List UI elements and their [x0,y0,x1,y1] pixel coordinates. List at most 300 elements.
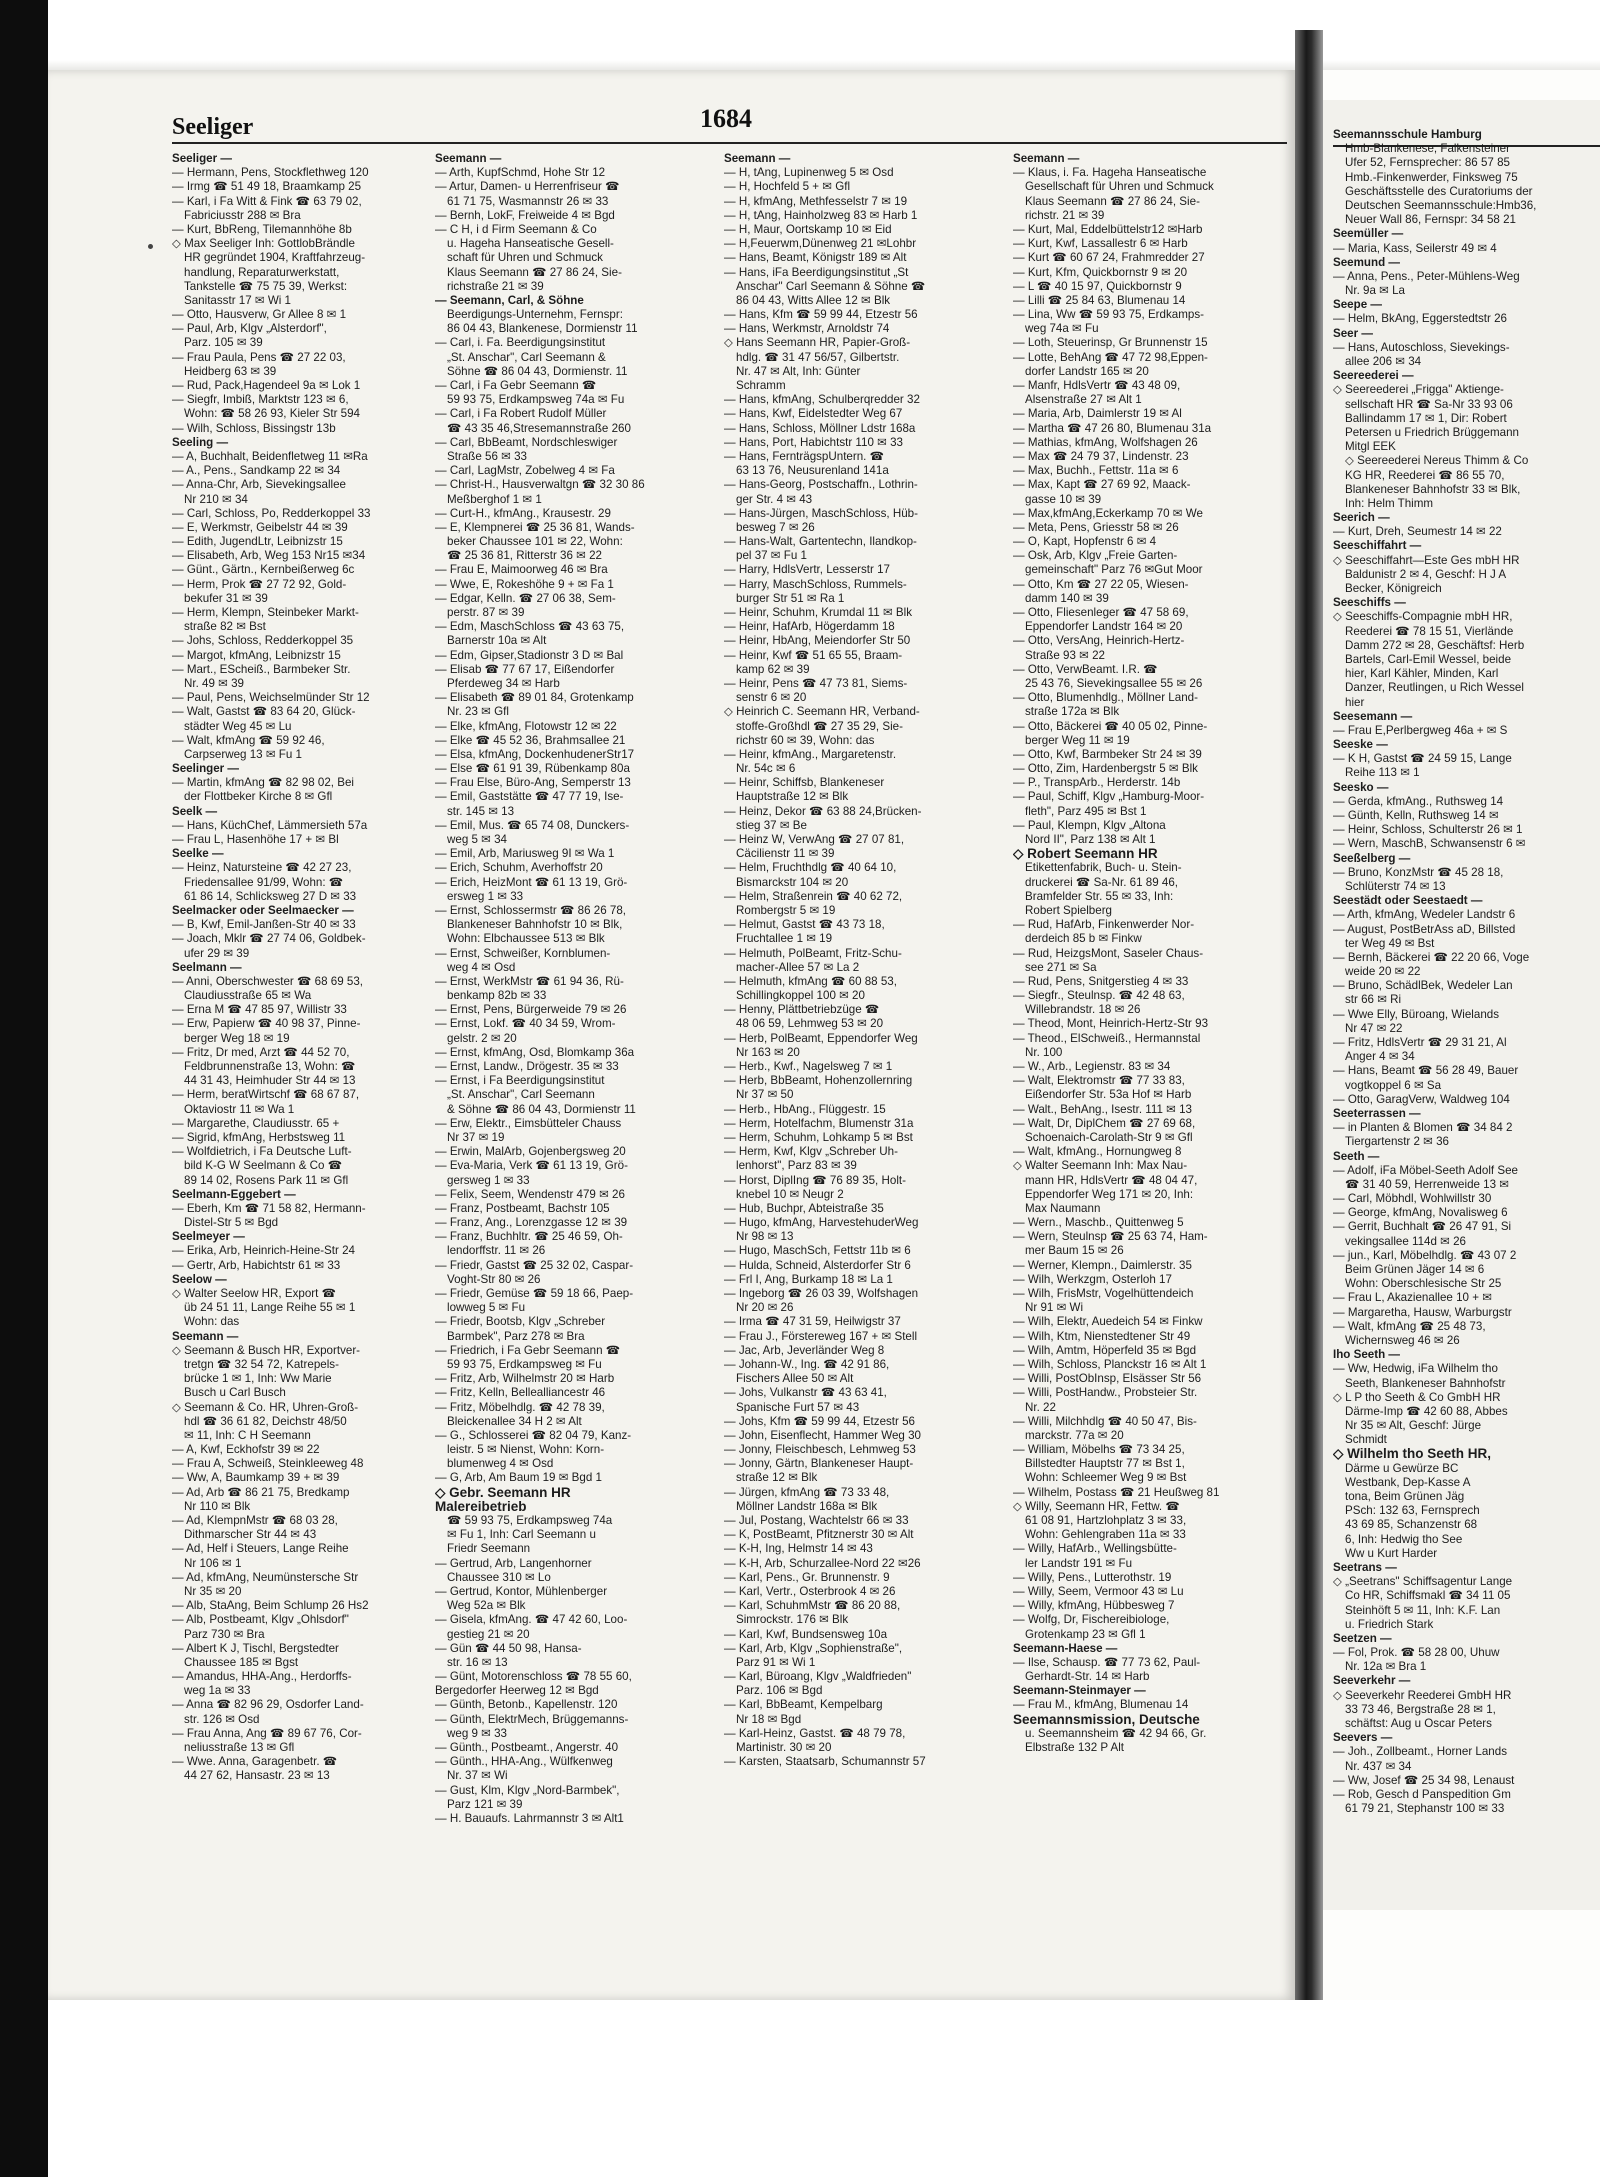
directory-entry: — Hans, Kfm ☎ 59 99 44, Etzestr 56 [724,308,918,322]
directory-entry: — Otto, Fliesenleger ☎ 47 58 69, [1013,606,1189,619]
directory-heading: Seestädt oder Seestaedt — [1333,894,1483,908]
directory-entry: Bergedorfer Heerweg 12 ✉ Bgd [435,1684,599,1698]
directory-entry: Därme u Gewürze BC [1345,1461,1459,1475]
directory-entry: — Hans, Werkmstr, Arnoldstr 74 [724,322,890,336]
directory-entry: 48 06 59, Lehmweg 53 ✉ 20 [736,1017,884,1031]
directory-entry: — Frau L, Akazienallee 10 + ✉ [1333,1291,1492,1305]
directory-entry: — Hans, Kwf, Eidelstedter Weg 67 [724,407,903,421]
directory-entry: — Emil, Gaststätte ☎ 47 77 19, Ise- [435,790,624,804]
directory-entry: — Frau Anna, Ang ☎ 89 67 76, Cor- [172,1726,362,1740]
directory-entry: ◇ Seeschiffs-Compagnie mbH HR, [1333,610,1513,624]
directory-entry: ☎ 25 36 81, Ritterstr 36 ✉ 22 [447,549,602,563]
directory-entry: — Heinr, Schloss, Schulterstr 26 ✉ 1 [1333,823,1523,837]
margin-dot [148,244,153,249]
directory-entry: — Ww, Hedwig, iFa Wilhelm tho [1333,1362,1498,1376]
directory-entry: Bleickenallee 34 H 2 ✉ Alt [447,1414,582,1428]
directory-entry: Nr. 12a ✉ Bra 1 [1345,1660,1427,1674]
directory-entry: — Erika, Arb, Heinrich-Heine-Str 24 [172,1244,355,1258]
directory-entry: — Günth., Postbeamt., Angerstr. 40 [435,1741,619,1754]
directory-entry: str. 16 ✉ 13 [447,1655,508,1669]
directory-entry: schäftst: Aug u Oscar Peters [1345,1717,1492,1730]
directory-entry: — Amandus, HHA-Ang., Herdorffs- [172,1670,352,1684]
directory-entry: Nr. 100 [1025,1045,1063,1059]
directory-heading: Seeschiffahrt — [1333,539,1422,553]
directory-entry: — E, Werkmstr, Geibelstr 44 ✉ 39 [172,520,348,534]
directory-heading: Seelmann-Eggebert — [172,1187,296,1201]
directory-entry: Anger 4 ✉ 34 [1345,1050,1415,1064]
directory-entry: leistr. 5 ✉ Nienst, Wohn: Korn- [447,1443,605,1457]
directory-entry: dorfer Landstr 165 ✉ 20 [1025,364,1149,378]
directory-entry: — Ernst, Landw., Drögestr. 35 ✉ 33 [435,1060,619,1073]
directory-entry: — Arth, kfmAng, Wedeler Landstr 6 [1333,908,1516,922]
directory-entry: — Herm, beratWirtschf ☎ 68 67 87, [172,1088,360,1102]
directory-entry: Hmb.-Finkenwerder, Finksweg 75 [1345,170,1518,184]
directory-entry: — Hans-Georg, Postschaffn., Lothrin- [724,478,918,492]
directory-entry: — Willy, kfmAng, Hübbesweg 7 [1013,1599,1175,1613]
directory-entry: weg 4 ✉ Osd [447,960,516,974]
directory-entry: — Wwe, E, Rokeshöhe 9 + ✉ Fa 1 [435,577,614,591]
directory-entry: Carpserweg 13 ✉ Fu 1 [184,747,302,761]
directory-entry: — Ad, kfmAng, Neumünstersche Str [172,1570,359,1584]
scan-dark-edge [0,0,48,2177]
directory-entry: brücke 1 ✉ 1, Inh: Ww Marie [184,1372,332,1386]
directory-entry: Wohn: Oberschlesische Str 25 [1345,1277,1502,1291]
directory-entry: Nr 47 ✉ 22 [1345,1021,1403,1035]
directory-entry: ◇ Walter Seelow HR, Export ☎ [172,1287,337,1300]
directory-heading: Seereederei — [1333,369,1414,383]
directory-entry: — Hans, KüchChef, Lämmersieth 57a [172,818,368,832]
directory-entry: üb 24 51 11, Lange Reihe 55 ✉ 1 [184,1301,356,1315]
directory-entry: Bartels, Carl-Emil Wessel, beide [1345,652,1512,666]
directory-entry: Willebrandstr. 18 ✉ 26 [1025,1003,1141,1017]
directory-entry: str. 145 ✉ 13 [447,804,515,818]
directory-entry: & Söhne ☎ 86 04 43, Dormienstr 11 [447,1102,636,1116]
directory-entry: weg 1a ✉ 33 [184,1684,251,1698]
directory-entry: 61 08 91, Hartzlohplatz 3 ✉ 33, [1025,1514,1187,1527]
directory-entry: — Herb., HbAng., Flüggestr. 15 [724,1102,886,1116]
directory-entry: — P., TranspArb., Herderstr. 14b [1013,776,1181,790]
directory-entry: — H. Bauaufs. Lahrmannstr 3 ✉ Alt1 [435,1811,624,1825]
directory-entry: hier [1345,695,1365,709]
directory-heading: Seeske — [1333,738,1388,752]
directory-entry: stieg 37 ✉ Be [736,818,807,832]
directory-entry: — Herb., Kwf., Nagelsweg 7 ✉ 1 [724,1060,893,1073]
directory-entry: druckerei ☎ Sa-Nr. 61 89 46, [1025,875,1178,889]
book-spine [1295,30,1323,2030]
directory-entry: lenhorst", Parz 83 ✉ 39 [736,1159,857,1173]
directory-entry: — Frau Else, Büro-Ang, Semperstr 13 [435,776,631,790]
directory-entry: Möllner Landstr 168a ✉ Blk [736,1499,878,1513]
directory-entry: str. 126 ✉ Osd [184,1712,260,1726]
directory-entry: — Siegfr., Steulnsp. ☎ 42 48 63, [1013,989,1185,1003]
directory-entry: richstr 60 ✉ 39, Wohn: das [736,733,875,747]
directory-entry: — K-H, Arb, Schurzallee-Nord 22 ✉26 [724,1556,921,1570]
directory-entry: — Willy, Pens., Lutterothstr. 19 [1013,1570,1172,1584]
directory-entry: Schmidt [1345,1433,1387,1447]
directory-entry: Eppendorfer Weg 171 ✉ 20, Inh: [1025,1187,1194,1201]
directory-entry: — Margaretha, Hausw, Warburgstr [1333,1305,1512,1319]
directory-entry: HR gegründet 1904, Kraftfahrzeug- [184,251,366,265]
directory-entry: kamp 62 ✉ 39 [736,662,810,676]
directory-entry: — Edgar, Kelln. ☎ 27 06 38, Sem- [435,591,616,605]
directory-entry: lendorffstr. 11 ✉ 26 [447,1244,546,1258]
directory-entry: — Margot, kfmAng, Leibnizstr 15 [172,648,341,662]
directory-entry: — Heinz W, VerwAng ☎ 27 07 81, [724,833,905,846]
directory-entry: — K-H, Ing, Helmstr 14 ✉ 43 [724,1542,873,1556]
directory-entry: — Heinr, Schuhm, Krumdal 11 ✉ Blk [724,606,912,619]
directory-entry: — Otto, Kwf, Barmbeker Str 24 ✉ 39 [1013,747,1202,761]
directory-entry: — Bernh, LokF, Freiweide 4 ✉ Bgd [435,208,615,222]
directory-entry: — Erw, Elektr., Eimsbütteler Chauss [435,1116,622,1130]
directory-column-5 [1333,128,1600,1888]
directory-entry: Schramm [736,379,786,392]
directory-entry: — Max ☎ 24 79 37, Lindenstr. 23 [1013,449,1189,463]
directory-entry: Gesellschaft für Uhren und Schmuck [1025,180,1214,194]
directory-entry: — Elisabeth ☎ 89 01 84, Grotenkamp [435,691,634,705]
directory-entry: — O, Kapt, Hopfenstr 6 ✉ 4 [1013,535,1157,549]
directory-entry: — Lina, Ww ☎ 59 93 75, Erdkamps- [1013,308,1204,322]
directory-entry: — Walt, kfmAng ☎ 59 92 46, [172,733,325,747]
directory-heading: Seelmann — [172,960,242,974]
directory-entry: Nr 98 ✉ 13 [736,1230,794,1244]
directory-entry: — Frau J., Förstereweg 167 + ✉ Stell [724,1329,918,1343]
directory-entry: ger Str. 4 ✉ 43 [736,492,813,506]
directory-heading: Seemann — [1013,152,1080,165]
directory-entry: Nr 35 ✉ 20 [184,1584,242,1598]
directory-entry: gelstr. 2 ✉ 20 [447,1031,517,1045]
directory-entry: — Edith, JugendLtr, Leibnizstr 15 [172,535,343,549]
directory-entry: — Ernst, i Fa Beerdigungsinstitut [435,1074,605,1088]
directory-entry: — Karl, Arb, Klgv „Sophienstraße", [724,1641,903,1655]
directory-entry: Straße 56 ✉ 33 [447,449,527,463]
directory-entry: — Wilh, FrisMstr, Vogelhüttendeich [1013,1287,1194,1300]
directory-entry: — Ilse, Schausp. ☎ 77 73 62, Paul- [1013,1655,1201,1669]
directory-entry: — Karl-Heinz, Gastst. ☎ 48 79 78, [724,1726,906,1740]
directory-entry: — Wilhelm, Postass ☎ 21 Heußweg 81 [1013,1485,1220,1499]
directory-entry: — Heinz, Dekor ☎ 63 88 24,Brücken- [724,804,922,818]
directory-entry: — Fritz, Kelln, Bellealliancestr 46 [435,1386,606,1400]
directory-entry: Wohn: Gehlengraben 11a ✉ 33 [1025,1528,1186,1542]
directory-entry: — Albert K J, Tischl, Bergstedter [172,1641,339,1655]
directory-entry: — George, kfmAng, Novalisweg 6 [1333,1206,1508,1220]
directory-entry: — Rud, HafArb, Finkenwerder Nor- [1013,918,1195,932]
directory-entry: — Mathias, kfmAng, Wolfshagen 26 [1013,435,1198,449]
directory-entry: — Walt, Elektromstr ☎ 77 33 83, [1013,1074,1185,1088]
directory-entry: ◇ Walter Seemann Inh: Max Nau- [1013,1159,1188,1173]
directory-entry: — Otto, Km ☎ 27 22 05, Wiesen- [1013,577,1189,591]
directory-entry: ◇ „Seetrans" Schiffsagentur Lange [1333,1575,1513,1589]
directory-entry: — Artur, Damen- u Herrenfriseur ☎ [435,180,620,194]
directory-entry: — Herb, BbBeamt, Hohenzollernring [724,1074,913,1088]
directory-entry: ☎ 43 35 46,Stresemannstraße 260 [447,421,631,435]
directory-heading: Iho Seeth — [1333,1348,1400,1362]
directory-entry: — Jul, Postang, Wachtelstr 66 ✉ 33 [724,1514,909,1527]
directory-entry: ter Weg 49 ✉ Bst [1345,936,1435,950]
directory-entry: Nr. 23 ✉ Gfl [447,705,509,719]
running-header: Seeliger [172,114,254,140]
directory-entry: Nord II", Parz 138 ✉ Alt 1 [1025,833,1156,846]
directory-heading: Seemann — [724,152,791,165]
directory-entry: fleth", Parz 495 ✉ Bst 1 [1025,804,1147,818]
directory-entry: burger Str 51 ✉ Ra 1 [736,591,845,605]
directory-entry: ◇ Seereederei „Frigga" Aktienge- [1333,383,1504,397]
directory-entry: — Hub, Buchpr, Abteistraße 35 [724,1201,884,1215]
directory-heading: ◇ Robert Seemann HR [1013,847,1158,862]
directory-entry: ◇ Seeverkehr Reederei GmbH HR [1333,1688,1512,1702]
directory-entry: — Johs, Vulkanstr ☎ 43 63 41, [724,1386,887,1400]
directory-entry: — Anna ☎ 82 96 29, Osdorfer Land- [172,1698,364,1712]
directory-entry: — Hans, Schloss, Möllner Ldstr 168a [724,421,916,435]
directory-entry: benkamp 82b ✉ 33 [447,989,547,1003]
directory-entry: schaft für Uhren und Schmuck [447,251,603,265]
directory-entry: — Frau Paula, Pens ☎ 27 22 03, [172,350,346,364]
directory-entry: — H, tAng, Hainholzweg 83 ✉ Harb 1 [724,208,918,222]
directory-entry: senstr 6 ✉ 20 [736,691,807,705]
directory-entry: — Günt., Gärtn., Kernbeißerweg 6c [172,563,355,577]
directory-entry: KG HR, Reederei ☎ 86 55 70, [1345,468,1505,482]
directory-entry: — Max, Buchh., Fettstr. 11a ✉ 6 [1013,464,1179,478]
directory-entry: 25 43 76, Sievekingsallee 55 ✉ 26 [1025,676,1203,690]
directory-entry: besweg 7 ✉ 26 [736,520,815,534]
directory-entry: — Sigrid, kfmAng, Herbstsweg 11 [172,1130,346,1144]
directory-column-1 [172,152,444,1960]
directory-entry: Bramfelder Str. 55 ✉ 33, Inh: [1025,889,1174,903]
directory-entry: ◇ Hans Seemann HR, Papier-Groß- [724,336,911,350]
directory-entry: Seeth, Blankeneser Bahnhofstr [1345,1376,1506,1390]
directory-entry: Nr 37 ✉ 50 [736,1088,794,1102]
directory-entry: — Ad, KlempnMstr ☎ 68 03 28, [172,1514,338,1527]
directory-entry: — Maria, Arb, Daimlerstr 19 ✉ Al [1013,407,1182,421]
directory-entry: — Bruno, SchädlBek, Wedeler Lan [1333,979,1513,993]
directory-entry: Beim Grünen Jäger 14 ✉ 6 [1345,1263,1485,1276]
directory-entry: — Jonny, Gärtn, Blankeneser Haupt- [724,1457,914,1471]
directory-entry: — Ernst, Pens, Bürgerweide 79 ✉ 26 [435,1003,627,1017]
directory-entry: Mitgl EEK [1345,440,1396,454]
directory-entry: Nr 20 ✉ 26 [736,1301,794,1315]
directory-entry: — Rob, Gesch d Panspedition Gm [1333,1787,1511,1801]
directory-entry: Eißendorfer Str. 53a Hof ✉ Harb [1025,1088,1192,1102]
directory-entry: — Theod, Mont, Heinrich-Hertz-Str 93 [1013,1017,1209,1031]
directory-entry: Straße 93 ✉ 22 [1025,648,1105,662]
directory-entry: — Margarethe, Claudiusstr. 65 + [172,1116,340,1130]
directory-entry: — A, Buchhalt, Beidenfletweg 11 ✉Ra [172,449,368,463]
directory-heading: Seemüller — [1333,227,1404,241]
directory-entry: — Erwin, MalArb, Gojenbergsweg 20 [435,1145,626,1159]
directory-entry: städter Weg 45 ✉ Lu [184,719,292,733]
directory-entry: — Ad, Arb ☎ 86 21 75, Bredkamp [172,1485,350,1499]
directory-entry: — Ww, Josef ☎ 25 34 98, Lenaust [1333,1773,1515,1787]
directory-entry: — Elisabeth, Arb, Weg 153 Nr15 ✉34 [172,549,366,563]
directory-entry: Barmbek", Parz 278 ✉ Bra [447,1329,585,1343]
directory-entry: — L ☎ 40 15 97, Quickbornstr 9 [1013,279,1182,293]
directory-entry: — Johann-W., Ing. ☎ 42 91 86, [724,1357,890,1371]
directory-entry: — Otto, Bäckerei ☎ 40 05 02, Pinne- [1013,719,1208,733]
directory-entry: — Günth, Betonb., Kapellenstr. 120 [435,1698,618,1712]
directory-entry: — Martha ☎ 47 26 80, Blumenau 31a [1013,421,1212,435]
directory-entry: — Erna M ☎ 47 85 97, Willistr 33 [172,1003,347,1017]
directory-entry: ◇ Seemann & Busch HR, Exportver- [172,1343,361,1357]
directory-entry: — Fritz, Möbelhdlg. ☎ 42 78 39, [435,1400,605,1414]
directory-entry: — K, PostBeamt, Pfitznerstr 30 ✉ Alt [724,1528,914,1542]
directory-entry: — Franz, Postbeamt, Bachstr 105 [435,1201,610,1215]
directory-entry: ◇ Seemann & Co. HR, Uhren-Groß- [172,1400,359,1414]
directory-column-3 [724,152,1004,1960]
directory-entry: Blankeneser Bahnhofstr 10 ✉ Blk, [447,918,623,932]
directory-entry: Nr 37 ✉ 19 [447,1130,505,1144]
directory-entry: — Gerrit, Buchhalt ☎ 26 47 91, Si [1333,1220,1512,1234]
directory-entry: macher-Allee 57 ✉ La 2 [736,960,860,974]
directory-entry: — Herm, Schuhm, Lohkamp 5 ✉ Bst [724,1130,913,1144]
directory-entry: tona, Beim Grünen Jäg [1345,1490,1465,1503]
directory-entry: — Helm, Fruchthdlg ☎ 40 64 10, [724,861,897,875]
directory-entry: bild K-G W Seelmann & Co ☎ [184,1159,343,1173]
directory-entry: — Anna, Pens., Peter-Mühlens-Weg [1333,269,1520,283]
directory-entry: Därme-Imp ☎ 42 60 88, Abbes [1345,1404,1508,1418]
directory-entry: Fruchtallee 1 ✉ 19 [736,932,833,946]
directory-entry: — Heinr, HafArb, Högerdamm 18 [724,620,895,634]
directory-entry: — Curt-H., kfmAng., Krausestr. 29 [435,506,611,520]
directory-entry: — Otto, Zim, Hardenbergstr 5 ✉ Blk [1013,762,1198,776]
directory-heading: Seerich — [1333,511,1390,525]
directory-entry: — Gerda, kfmAng., Ruthsweg 14 [1333,794,1504,808]
directory-entry: — Wilh, Schloss, Bissingstr 13b [172,421,336,435]
directory-entry: beker Chaussee 101 ✉ 22, Wohn: [447,535,623,549]
directory-entry: — Walt, Dr, DiplChem ☎ 27 69 68, [1013,1116,1196,1130]
directory-entry: — Karl, i Fa Witt & Fink ☎ 63 79 02, [172,194,362,208]
directory-entry: berger Weg 11 ✉ 19 [1025,733,1130,747]
directory-entry: Friedr Seemann [447,1542,531,1556]
directory-entry: pel 37 ✉ Fu 1 [736,549,807,563]
directory-entry: Parz 121 ✉ 39 [447,1797,523,1811]
directory-entry: Deutschen Seemannsschule:Hmb36, [1345,198,1537,212]
directory-heading: ◇ Wilhelm tho Seeth HR, [1333,1447,1492,1462]
directory-entry: — Karl, SchuhmMstr ☎ 86 20 88, [724,1599,901,1613]
directory-entry: Geschäftsstelle des Curatoriums der [1345,184,1533,198]
directory-entry: Grotenkamp 23 ✉ Gfl 1 [1025,1627,1146,1641]
directory-entry: — Irmg ☎ 51 49 18, Braamkamp 25 [172,180,362,194]
page-number: 1684 [700,104,752,133]
directory-entry: — Frau A, Schweiß, Steinkleeweg 48 [172,1457,364,1471]
directory-heading: Seeterrassen — [1333,1106,1421,1120]
directory-entry: Nr 35 ✉ Alt, Geschf: Jürge [1345,1419,1482,1433]
directory-entry: Gerhardt-Str. 14 ✉ Harb [1025,1670,1150,1684]
directory-entry: — Alb, StaAng, Beim Schlump 26 Hs2 [172,1599,369,1613]
directory-entry: — Frl I, Ang, Burkamp 18 ✉ La 1 [724,1272,893,1286]
directory-entry: — Carl, i Fa Robert Rudolf Müller [435,407,607,421]
directory-entry: — Ernst, Schlossermstr ☎ 86 26 78, [435,903,626,917]
directory-entry: 63 13 76, Neusurenland 141a [736,464,889,478]
directory-entry: — Hans, Port, Habichtstr 110 ✉ 33 [724,435,903,449]
directory-heading: Seepe — [1333,298,1382,312]
directory-entry: — Herb, PolBeamt, Eppendorfer Weg [724,1031,918,1045]
directory-entry: — Otto, VersAng, Heinrich-Hertz- [1013,634,1185,648]
directory-entry: 61 71 75, Wasmannstr 26 ✉ 33 [447,194,609,208]
directory-entry: knebel 10 ✉ Neugr 2 [736,1187,844,1201]
directory-entry: — A, Kwf, Eckhofstr 39 ✉ 22 [172,1443,320,1457]
directory-entry: — Wwe. Anna, Garagenbetr. ☎ [172,1755,338,1769]
directory-entry: — Martin, kfmAng ☎ 82 98 02, Bei [172,776,354,790]
directory-entry: — Willy, HafArb., Wellingsbütte- [1013,1542,1177,1556]
directory-entry: marckstr. 77a ✉ 20 [1025,1428,1124,1442]
directory-entry: 33 73 46, Bergstraße 28 ✉ 1, [1345,1702,1496,1716]
directory-entry: — Friedrich, i Fa Gebr Seemann ☎ [435,1343,621,1357]
directory-entry: — Anni, Oberschwester ☎ 68 69 53, [172,974,364,988]
directory-entry: — Walt, kfmAng ☎ 25 48 73, [1333,1319,1486,1333]
directory-entry: Blankeneser Bahnhofstr 33 ✉ Blk, [1345,482,1521,496]
directory-entry: — Christ-H., Hausverwaltgn ☎ 32 30 86 [435,478,645,492]
directory-entry: — Willy, Seem, Vermoor 43 ✉ Lu [1013,1584,1184,1598]
directory-entry: — Lotte, BehAng ☎ 47 72 98,Eppen- [1013,350,1208,364]
directory-entry: — Karl, Kwf, Bundsensweg 10a [724,1627,888,1641]
directory-entry: — Max, Kapt ☎ 27 69 92, Maack- [1013,478,1191,492]
directory-heading: Seemann-Steinmayer — [1013,1684,1146,1698]
directory-entry: — W., Arb., Legienstr. 83 ✉ 34 [1013,1060,1171,1073]
directory-heading: Seevers — [1333,1731,1393,1745]
directory-entry: — Fritz, Dr med, Arzt ☎ 44 52 70, [172,1045,350,1059]
directory-entry: u. Friedrich Stark [1345,1617,1434,1631]
directory-entry: Söhne ☎ 86 04 43, Dormienstr. 11 [447,364,628,378]
directory-entry: Schillingkoppel 100 ✉ 20 [736,989,865,1003]
directory-entry: Nr. 37 ✉ Wi [447,1769,508,1783]
directory-entry: — Kurt ☎ 60 67 24, Frahmredder 27 [1013,251,1205,265]
directory-entry: — K H, Gastst ☎ 24 59 15, Lange [1333,752,1512,766]
directory-entry: — Gün ☎ 44 50 98, Hansa- [435,1641,582,1655]
directory-entry: ◇ Seeschiffahrt—Este Ges mbH HR [1333,553,1520,567]
directory-entry: — Karsten, Staatsarb, Schumannstr 57 [724,1755,926,1769]
directory-entry: — C H, i d Firm Seemann & Co [435,222,597,236]
directory-entry: — G., Schlosserei ☎ 82 04 79, Kanz- [435,1428,632,1442]
directory-entry: — Herm, Prok ☎ 27 72 92, Gold- [172,577,347,591]
directory-entry: — Maria, Kass, Seilerstr 49 ✉ 4 [1333,241,1497,255]
directory-heading: Seemann — [435,152,502,165]
directory-entry: — Irma ☎ 47 31 59, Heilwigstr 37 [724,1315,901,1329]
directory-entry: — Hans, FernträgspUntern. ☎ [724,449,885,463]
directory-entry: Chaussee 185 ✉ Bgst [184,1655,299,1669]
directory-entry: — Loth, Steuerinsp, Gr Brunnenstr 15 [1013,336,1208,350]
directory-entry: — in Planten & Blomen ☎ 34 84 2 [1333,1121,1513,1135]
directory-entry: — Hans, Beamt ☎ 56 28 49, Bauer [1333,1064,1519,1078]
directory-entry: Chaussee 310 ✉ Lo [447,1570,551,1584]
directory-entry: Rombergstr 5 ✉ 19 [736,903,836,917]
directory-entry: Cäcilienstr 11 ✉ 39 [736,847,835,861]
directory-entry: — Joach, Mklr ☎ 27 74 06, Goldbek- [172,932,366,946]
directory-entry: — Rud, Pack,Hagendeel 9a ✉ Lok 1 [172,379,361,392]
directory-entry: — Mart., EScheiß., Barmbeker Str. [172,662,351,676]
directory-entry: — Herm, Klempn, Steinbeker Markt- [172,606,359,619]
directory-entry: Klaus Seemann ☎ 27 86 24, Sie- [447,265,622,279]
directory-entry: Damm 272 ✉ 28, Geschäftsf: Herb [1345,638,1525,652]
directory-heading: Seelmeyer — [172,1230,245,1244]
directory-entry: Martinistr. 30 ✉ 20 [736,1741,832,1754]
directory-entry: Etikettenfabrik, Buch- u. Stein- [1025,861,1182,875]
directory-entry: — Wern, Steulnsp ☎ 25 63 74, Ham- [1013,1230,1208,1244]
directory-entry: — Heinr, Schiffsb, Blankeneser [724,776,885,790]
directory-entry: ◇ Max Seeliger Inh: GottlobBrändle [172,237,355,251]
directory-entry: Alsenstraße 27 ✉ Alt 1 [1025,393,1142,407]
directory-entry: — Johs, Schloss, Redderkoppel 35 [172,634,354,648]
directory-entry: Meßberghof 1 ✉ 1 [447,492,542,506]
directory-entry: — Gust, Klm, Klgv „Nord-Barmbek", [435,1783,620,1797]
directory-entry: — Karl, Büroang, Klgv „Waldfrieden" [724,1670,912,1684]
directory-entry: — Carl, Schloss, Po, Redderkoppel 33 [172,506,371,520]
directory-entry: Fischers Allee 50 ✉ Alt [736,1372,854,1386]
directory-entry: — Else ☎ 61 91 39, Rübenkamp 80a [435,762,630,776]
directory-entry: Steinhöft 5 ✉ 11, Inh: K.F. Lan [1345,1603,1501,1617]
directory-entry: Elbstraße 132 P Alt [1025,1741,1125,1754]
directory-heading: Seemann — [172,1329,239,1343]
directory-entry: Bismarckstr 104 ✉ 20 [736,875,849,889]
directory-entry: bekufer 31 ✉ 39 [184,591,268,605]
